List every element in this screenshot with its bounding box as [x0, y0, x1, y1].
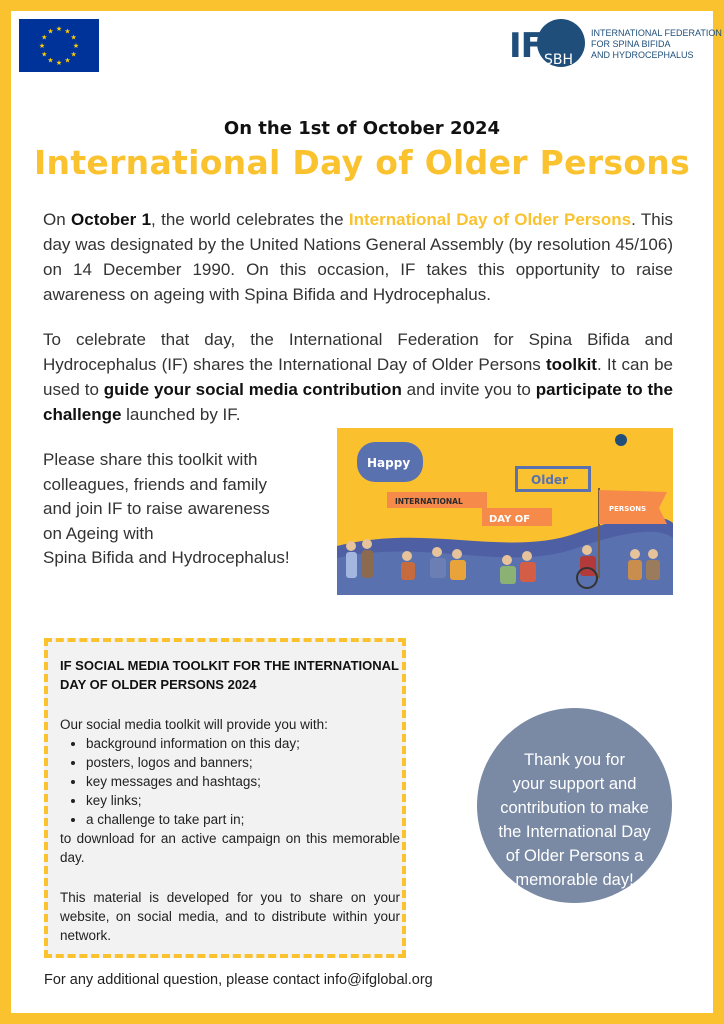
page-title: International Day of Older Persons	[33, 143, 691, 182]
happy-label: Happy	[367, 456, 411, 470]
thanks-line: contribution to make	[500, 799, 649, 817]
toolkit-box	[44, 638, 406, 958]
thanks-line: the International Day	[498, 823, 651, 841]
eu-star: ★	[70, 33, 77, 42]
persons-label: PERSONS	[609, 505, 647, 513]
toolkit-intro: Our social media toolkit will provide you with:	[60, 717, 328, 732]
bold-guide: guide your social media contribution	[103, 380, 402, 399]
logo-line: INTERNATIONAL FEDERATION	[591, 28, 722, 38]
text-run: launched by IF.	[121, 405, 241, 424]
eu-star: ★	[70, 50, 77, 59]
share-line: Spina Bifida and Hydrocephalus!	[43, 548, 290, 567]
date-heading: On the 1st of October 2024	[223, 118, 501, 139]
toolkit-list	[60, 734, 400, 829]
banner-mini-logo	[615, 434, 627, 446]
eu-star: ★	[64, 27, 71, 36]
logo-line: FOR SPINA BIFIDA	[591, 39, 671, 49]
text-run: . It can be used to	[43, 355, 673, 399]
eu-star: ★	[41, 50, 48, 59]
eu-star: ★	[64, 56, 71, 65]
text-run: On	[43, 210, 72, 229]
eu-star: ★	[47, 56, 54, 65]
ifsbh-logo	[509, 18, 722, 78]
eu-stars-icon	[19, 19, 99, 72]
highlight-day-name: International Day of Older Persons	[348, 210, 632, 229]
international-label: INTERNATIONAL	[395, 497, 463, 506]
list-item: • key messages and hashtags;	[86, 772, 400, 791]
share-line: colleagues, friends and family	[43, 474, 267, 494]
toolkit-outro: to download for an active campaign on this memorable day.	[60, 831, 400, 865]
toolkit-title: IF SOCIAL MEDIA TOOLKIT FOR THE INTERNATIONAL DAY OF OLDER PERSONS 2024	[60, 658, 399, 692]
banner-illustration	[337, 428, 673, 595]
list-item: • posters, logos and banners;	[86, 753, 400, 772]
share-line: and join IF to raise awareness	[43, 499, 270, 518]
thanks-line: your support and	[512, 775, 637, 793]
eu-star: ★	[55, 25, 63, 33]
bold-challenge: participate to the challenge	[43, 380, 673, 424]
bold-toolkit: toolkit	[545, 355, 597, 374]
intro-paragraph	[43, 207, 673, 307]
logo-sub: SBH	[544, 52, 574, 68]
list-item: • background information on this day;	[86, 734, 400, 753]
toolkit-material-note: This material is developed for you to share on your website, on social media, and to distribute within your network.	[60, 890, 400, 943]
thanks-text	[477, 748, 672, 892]
contact-line: For any additional question, please contact info@ifglobal.org	[44, 972, 433, 988]
toolkit-paragraph	[43, 327, 673, 427]
thanks-line: Thank you for	[524, 751, 625, 769]
thanks-line: memorable day!	[515, 871, 634, 889]
older-label: Older	[531, 473, 568, 487]
list-item: • key links;	[86, 791, 400, 810]
eu-star: ★	[72, 42, 80, 50]
thanks-line: of Older Persons a	[505, 847, 644, 865]
eu-star: ★	[47, 27, 54, 36]
eu-star: ★	[55, 59, 63, 67]
text-run: To celebrate that day, the International Federation for Spina Bifida and Hydrocephalus (IF) shares the International Day of Older Persons	[43, 330, 673, 374]
list-item: • a challenge to take part in;	[86, 810, 400, 829]
share-line: on Ageing with	[43, 523, 154, 543]
share-line: Please share this toolkit with	[43, 450, 258, 469]
bold-date: October 1	[71, 210, 152, 229]
text-run: , the world celebrates the	[151, 210, 349, 229]
thanks-circle	[477, 708, 672, 903]
logo-line: AND HYDROCEPHALUS	[591, 50, 694, 60]
text-run: . This day was designated by the United Nations General Assembly (by resolution 45/106) on 14 December 1990. On this occasion, IF takes this opportunity to raise awareness on ageing with Spina Bifida and Hydrocephalus.	[43, 210, 673, 304]
logo-text	[591, 28, 721, 61]
older-persons-banner	[337, 428, 673, 595]
logo-initials: IF	[509, 26, 543, 66]
eu-star: ★	[38, 42, 46, 50]
share-text	[43, 448, 313, 571]
eu-flag-logo	[19, 19, 99, 72]
eu-star: ★	[41, 33, 48, 42]
dayof-label: DAY OF	[489, 514, 531, 525]
text-run: and invite you to	[401, 380, 536, 399]
